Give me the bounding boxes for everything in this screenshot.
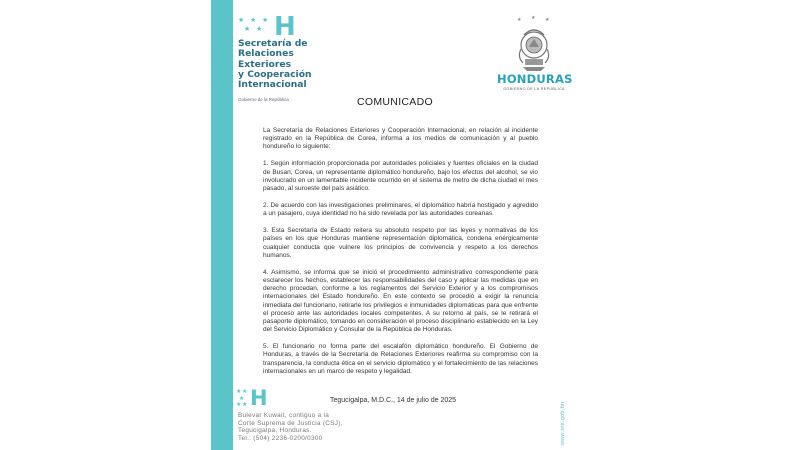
intro-paragraph: La Secretaría de Relaciones Exteriores y Cooperación Internacional, en relación al incidente registrado en la República de Corea, informa a los medios de comunicación y al pueblo hondureño lo siguiente: <box>263 127 538 151</box>
star-icon: ★ <box>236 402 242 408</box>
accent-bar <box>211 0 233 450</box>
document-title: COMUNICADO <box>357 96 433 108</box>
address-line: Corte Suprema de Justicia (CSJ), <box>238 419 343 427</box>
star-icon: ★ <box>236 389 242 395</box>
footer-address <box>238 412 343 443</box>
paragraph-4: 4. Asimismo, se informa que se inició el procedimiento administrativo correspondiente para esclarecer los hechos, establecer las responsabilidades del caso y aplicar las medidas que en derecho procedan, conforme a los reglamentos del Servicio Exterior y a los compromisos internacionales del Estado hondureño. En este contexto se procedió a exigir la renuncia inmediata del funcionario, retirarle los privilegios e inmunidades diplomáticas para que enfrente el proceso ante las autoridades locales competentes. A su retorno al país, se le retirará el pasaporte diplomático, tomando en consideración el proceso disciplinario establecido en la Ley del Servicio Diplomático y Consular de la República de Honduras. <box>263 268 538 334</box>
svg-text:★: ★ <box>517 17 522 23</box>
dateline: Tegucigalpa, M.D.C., 14 de julio de 2025 <box>330 397 457 404</box>
h-logo-icon: H <box>250 386 268 410</box>
svg-text:★: ★ <box>531 15 536 21</box>
website-link[interactable]: www.sre.gob.hn <box>560 401 566 445</box>
address-line: Tegucigalpa, Honduras. <box>238 427 312 435</box>
honduras-logo <box>497 15 571 95</box>
paragraph-1: 1. Según información proporcionada por autoridades policiales y fuentes oficiales en la ciudad de Busan, Corea, un representante diplomático hondureño, bajo los efectos del alcohol, se vio involucrado en un lamentable incidente ocurrido en el sistema de metro de dicha ciudad el mes pasado, al suroeste del país asiático. <box>263 160 538 193</box>
paragraph-5: 5. El funcionario no forma parte del escalafón diplomático hondureño. El Gobierno de Honduras, a través de la Secretaría de Relaciones Exteriores reafirma su compromiso con la transparencia, la conducta ética en el servicio diplomático y el fortalecimiento de las relaciones internacionales en un marco de respeto y legalidad. <box>263 343 538 375</box>
coat-of-arms-icon <box>515 15 553 73</box>
country-subtitle: GOBIERNO DE LA REPÚBLICA <box>503 87 565 91</box>
ministry-name: Secretaría de Relaciones Exteriores y Cooperación Internacional <box>238 38 312 91</box>
paragraph-3: 3. Esta Secretaría de Estado reitera su absoluto respeto por las leyes y normativas de los países en los que Honduras mantiene representación diplomática, condena enérgicamente cualquier conducta que vulnere los principios de convivencia y respeto a los derechos humanos. <box>263 227 538 259</box>
paragraph-2: 2. De acuerdo con las investigaciones preliminares, el diplomático habría hostigado y agredido a un pasajero, cuya identidad no ha sido revelada por las autoridades coreanas. <box>263 202 538 218</box>
country-name: HONDURAS <box>497 72 573 86</box>
phone-line: Tel.: (504) 2236-0200/0300 <box>238 435 323 443</box>
h-logo-icon: H <box>274 12 296 42</box>
ministry-subtitle: Gobierno de la República <box>238 97 289 102</box>
svg-text:★: ★ <box>545 17 550 23</box>
star-icon: ★ <box>239 396 245 402</box>
document-body <box>263 127 538 385</box>
footer-logo <box>236 388 276 408</box>
stars-icon: ★ ★ ★ ★ ★ <box>238 17 269 33</box>
star-icon: ★ <box>242 402 248 408</box>
star-icon: ★ <box>242 389 248 395</box>
address-line: Bulevar Kuwait, contiguo a la <box>238 412 330 419</box>
